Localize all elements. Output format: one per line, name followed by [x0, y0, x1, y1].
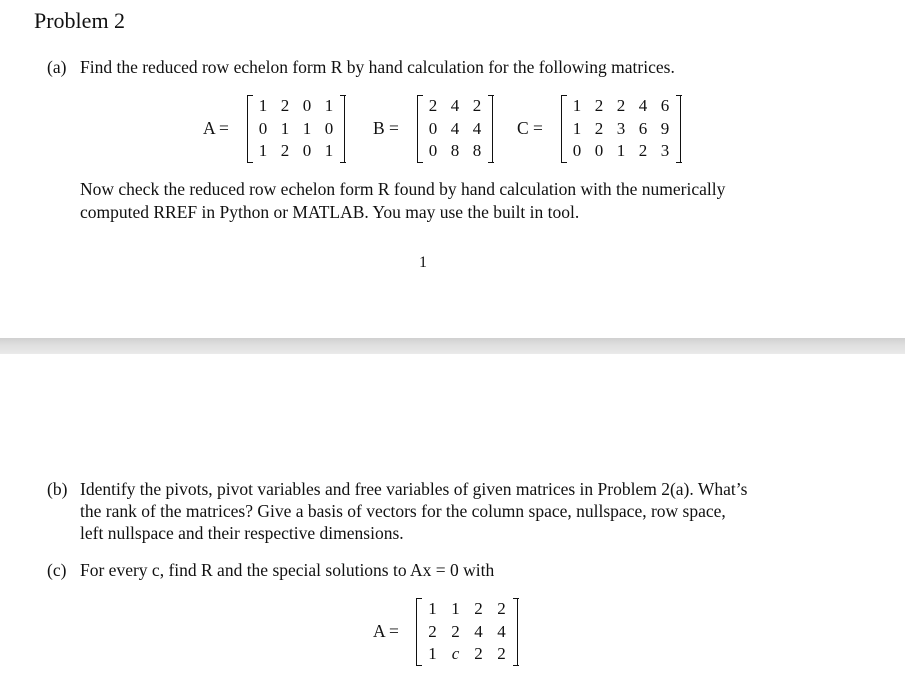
matrix-c-cell: 3	[660, 141, 670, 160]
matrix-c-cell: 1	[572, 96, 582, 115]
matrix-c-label: C =	[517, 118, 543, 138]
matrix-part-c-cell: c	[451, 644, 460, 663]
matrix-part-c-cell: 2	[428, 621, 437, 641]
matrix-c-cell: 1	[616, 141, 626, 160]
matrix-c-cell: 2	[594, 118, 604, 138]
matrix-part-c-cell: 2	[451, 621, 460, 641]
matrix-part-c-cell: 1	[451, 599, 460, 618]
matrix-a-cell: 1	[280, 118, 290, 138]
matrix-c-cell: 2	[616, 96, 626, 115]
matrix-c-part-label: A =	[373, 621, 399, 641]
matrix-c-cell: 4	[638, 96, 648, 115]
matrix-c	[561, 95, 681, 163]
part-a-label: (a)	[47, 57, 67, 77]
matrix-c-cell: 2	[594, 96, 604, 115]
matrix-b-cell: 4	[472, 118, 482, 138]
matrix-b	[417, 95, 493, 163]
matrix-a-cell: 2	[280, 96, 290, 115]
part-a-followup-line1: Now check the reduced row echelon form R found by hand calculation with the numerically	[80, 179, 726, 199]
matrix-b-cell: 2	[472, 96, 482, 115]
matrix-part-c-cell: 2	[474, 599, 483, 618]
matrix-part-c-cell: 2	[474, 644, 483, 663]
matrix-a-cell: 0	[324, 118, 334, 138]
matrix-b-cell: 4	[450, 118, 460, 138]
part-a-text: Find the reduced row echelon form R by hand calculation for the following matrices.	[80, 57, 675, 77]
matrix-b-cell: 8	[472, 141, 482, 160]
matrix-c-cell: 0	[594, 141, 604, 160]
matrix-a-cell: 0	[302, 141, 312, 160]
matrix-part-c-cell: 2	[497, 644, 506, 663]
matrix-b-label: B =	[373, 118, 399, 138]
matrix-a	[247, 95, 345, 163]
part-c-text: For every c, find R and the special solutions to Ax = 0 with	[80, 560, 495, 580]
matrix-a-cell: 2	[280, 141, 290, 160]
matrix-part-c-cell: 4	[497, 621, 506, 641]
matrix-b-cell: 2	[428, 96, 438, 115]
matrix-c-cell: 2	[638, 141, 648, 160]
matrix-c-cell: 0	[572, 141, 582, 160]
matrix-b-cell: 4	[450, 96, 460, 115]
page-number: 1	[419, 254, 427, 271]
part-b-line2: the rank of the matrices? Give a basis of vectors for the column space, nullspace, row space,	[80, 501, 726, 521]
matrix-c-cell: 6	[638, 118, 648, 138]
matrix-a-cell: 1	[324, 96, 334, 115]
matrix-b-cell: 0	[428, 141, 438, 160]
matrix-a-cell: 1	[258, 96, 268, 115]
matrix-c-cell: 3	[616, 118, 626, 138]
matrix-part-c-cell: 4	[474, 621, 483, 641]
matrix-c-cell: 9	[660, 118, 670, 138]
matrix-c-cell: 6	[660, 96, 670, 115]
matrix-a-cell: 1	[302, 118, 312, 138]
part-c-label: (c)	[47, 560, 67, 580]
part-a-followup-line2: computed RREF in Python or MATLAB. You may use the built in tool.	[80, 202, 580, 222]
matrix-b-cell: 8	[450, 141, 460, 160]
matrix-a-cell: 0	[302, 96, 312, 115]
matrix-part-c-cell: 1	[428, 599, 437, 618]
matrix-part-c-cell: 1	[428, 644, 437, 663]
problem-title: Problem 2	[34, 8, 126, 33]
part-b-label: (b)	[47, 479, 68, 499]
matrix-a-cell: 0	[258, 118, 268, 138]
matrix-a-cell: 1	[258, 141, 268, 160]
part-b-line3: left nullspace and their respective dimensions.	[80, 523, 404, 543]
matrix-b-cell: 0	[428, 118, 438, 138]
part-b-line1: Identify the pivots, pivot variables and free variables of given matrices in Problem 2(a). What’s	[80, 479, 748, 499]
matrix-a-label: A =	[203, 118, 229, 138]
matrix-c-cell: 1	[572, 118, 582, 138]
page-separator	[0, 338, 905, 354]
matrix-a-cell: 1	[324, 141, 334, 160]
matrix-part-c	[416, 598, 518, 666]
matrix-part-c-cell: 2	[497, 599, 506, 618]
